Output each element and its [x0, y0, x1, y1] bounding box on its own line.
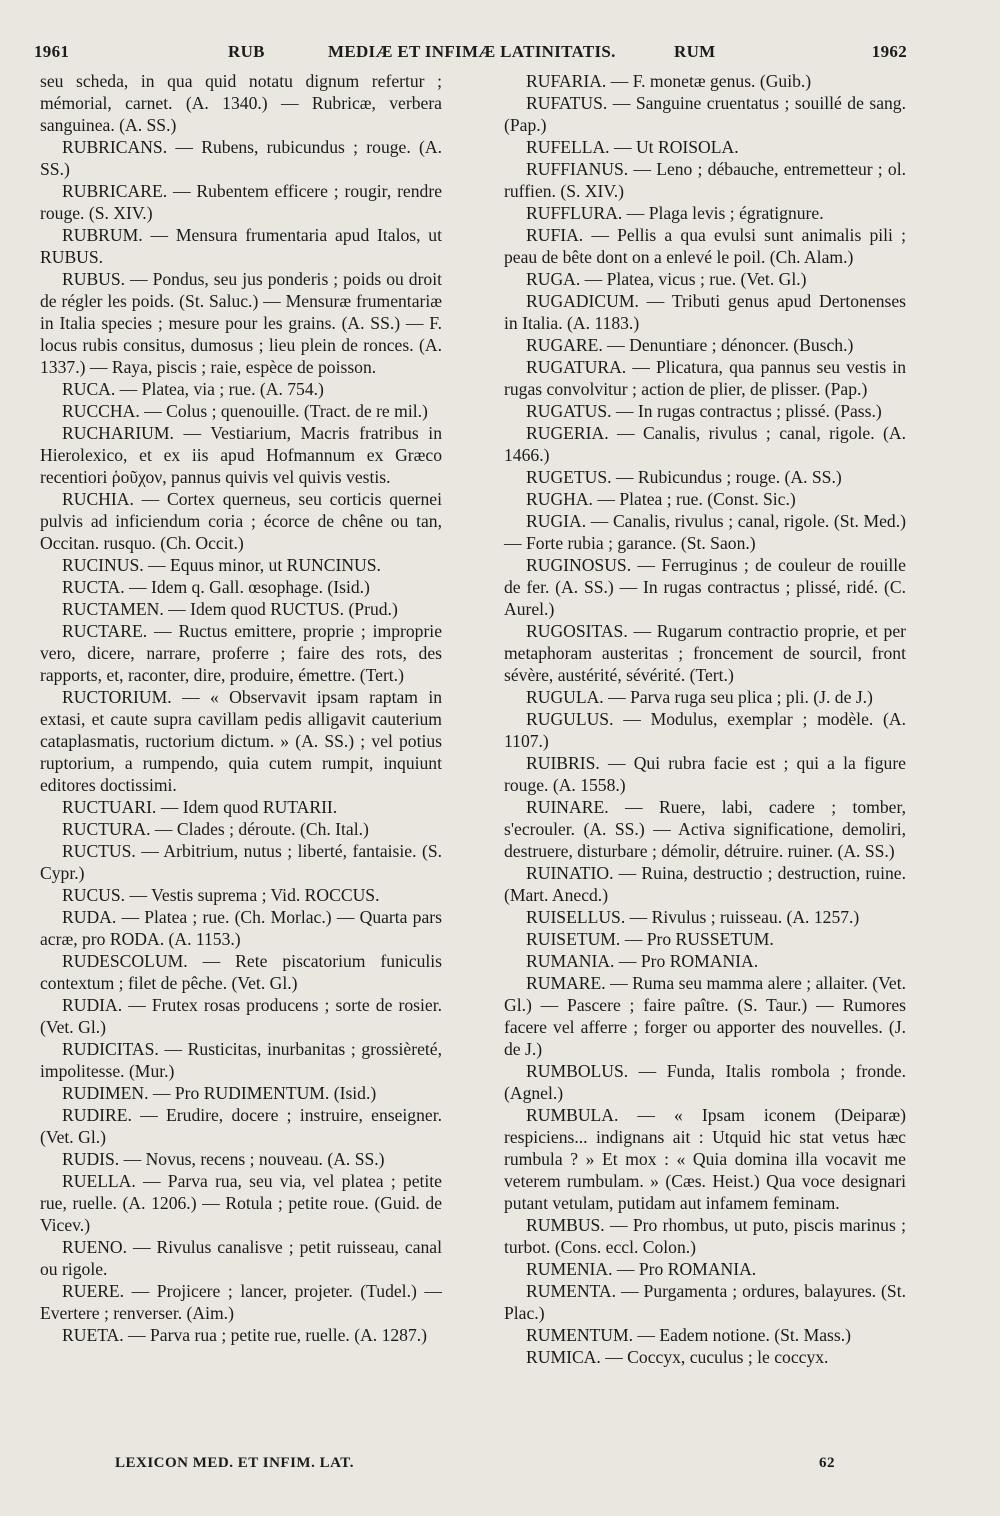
dictionary-entry: RUBRICANS. — Rubens, rubicundus ; rouge. (A. SS.) — [40, 137, 442, 179]
dictionary-entry: RUISELLUS. — Rivulus ; ruisseau. (A. 1257.) — [526, 907, 860, 927]
right-column — [504, 70, 906, 1368]
footer-title: LEXICON MED. ET INFIM. LAT. — [115, 1455, 354, 1471]
dictionary-entry: RUMENTUM. — Eadem notione. (St. Mass.) — [526, 1325, 851, 1345]
dictionary-entry: RUFARIA. — F. monetæ genus. (Guib.) — [526, 71, 812, 91]
left-column — [40, 70, 442, 1346]
dictionary-entry: RUCTURA. — Clades ; déroute. (Ch. Ital.) — [62, 819, 369, 839]
dictionary-entry: RUINARE. — Ruere, labi, cadere ; tomber, s'ecrouler. (A. SS.) — Activa significatione, demoliri, destruere, disturbare ; démolir, détruire. ruiner. (A. SS.) — [504, 797, 906, 861]
dictionary-entry: RUCTA. — Idem q. Gall. œsophage. (Isid.) — [62, 577, 370, 597]
dictionary-entry: RUCHIA. — Cortex querneus, seu corticis quernei pulvis ad inficiendum coria ; écorce de chêne ou tan, Occitan. rusquo. (Ch. Occit.) — [40, 489, 442, 553]
dictionary-entry: RUMBULA. — « Ipsam iconem (Deiparæ) respiciens... indignans ait : Utquid hic stat vetus hæc rumbula ? » Et mox : « Quia domina illa vocavit me veterem rumbulam. » (Cæs. Heist.) Qua voce designari putant vetulam, putidam aut infamem feminam. — [504, 1105, 906, 1213]
page-title: MEDIÆ ET INFIMÆ LATINITATIS. — [328, 42, 616, 61]
dictionary-entry: RUDIS. — Novus, recens ; nouveau. (A. SS.) — [62, 1149, 385, 1169]
dictionary-entry: RUBRUM. — Mensura frumentaria apud Italos, ut RUBUS. — [40, 225, 442, 267]
dictionary-entry: RUERE. — Projicere ; lancer, projeter. (Tudel.) — Evertere ; renverser. (Aim.) — [40, 1281, 442, 1323]
dictionary-entry: RUELLA. — Parva rua, seu via, vel platea ; petite rue, ruelle. (A. 1206.) — Rotula ; petite roue. (Guid. de Vicev.) — [40, 1171, 442, 1235]
dictionary-entry: RUISETUM. — Pro RUSSETUM. — [526, 929, 774, 949]
dictionary-entry: RUFFLURA. — Plaga levis ; égratignure. — [526, 203, 824, 223]
dictionary-entry: RUGETUS. — Rubicundus ; rouge. (A. SS.) — [526, 467, 842, 487]
dictionary-entry: RUFFIANUS. — Leno ; débauche, entremetteur ; ol. ruffien. (S. XIV.) — [504, 159, 906, 201]
signature-mark: 62 — [819, 1455, 835, 1471]
dictionary-entry: RUDICITAS. — Rusticitas, inurbanitas ; grossièreté, impolitesse. (Mur.) — [40, 1039, 442, 1081]
dictionary-entry: RUFELLA. — Ut ROISOLA. — [526, 137, 739, 157]
dictionary-entry: RUCTORIUM. — « Observavit ipsam raptam in extasi, et caute supra cavillam pedis alligavit cauterium cataplasmatis, ructorium dictum. » (A. SS.) ; vel potius ruptorium, a rumpendo, quia cutem rumpit, inquiunt editores doctissimi. — [40, 687, 442, 795]
dictionary-entry: RUETA. — Parva rua ; petite rue, ruelle. (A. 1287.) — [62, 1325, 428, 1345]
dictionary-entry: RUCHARIUM. — Vestiarium, Macris fratribus in Hierolexico, et ex iis apud Hofmannum ex Græco recentiori ῥοῦχον, pannus quivis vel quivis vestis. — [40, 423, 442, 487]
dictionary-entry: RUCCHA. — Colus ; quenouille. (Tract. de re mil.) — [62, 401, 428, 421]
dictionary-entry: seu scheda, in qua quid notatu dignum refertur ; mémorial, carnet. (A. 1340.) — Rubricæ, verbera sanguinea. (A. SS.) — [40, 71, 442, 135]
dictionary-entry: RUMICA. — Coccyx, cuculus ; le coccyx. — [526, 1347, 829, 1367]
dictionary-entry: RUMBOLUS. — Funda, Italis rombola ; fronde. (Agnel.) — [504, 1061, 906, 1103]
dictionary-entry: RUDIA. — Frutex rosas producens ; sorte de rosier. (Vet. Gl.) — [40, 995, 442, 1037]
dictionary-entry: RUGATUS. — In rugas contractus ; plissé. (Pass.) — [526, 401, 882, 421]
page-footer — [115, 1455, 835, 1479]
dictionary-entry: RUGULA. — Parva ruga seu plica ; pli. (J. de J.) — [526, 687, 873, 707]
dictionary-entry: RUGATURA. — Plicatura, qua pannus seu vestis in rugas convolvitur ; action de plier, de plisser. (Pap.) — [504, 357, 906, 399]
guide-word-left: RUB — [228, 42, 265, 61]
dictionary-entry: RUCTUARI. — Idem quod RUTARII. — [62, 797, 338, 817]
dictionary-entry: RUINATIO. — Ruina, destructio ; destruction, ruine. (Mart. Anecd.) — [504, 863, 906, 905]
page-number-right: 1962 — [871, 42, 907, 61]
dictionary-entry: RUMARE. — Ruma seu mamma alere ; allaiter. (Vet. Gl.) — Pascere ; faire paître. (S. Taur.) — Rumores facere vel afferre ; forger ou apporter des nouvelles. (J. de J.) — [504, 973, 906, 1059]
dictionary-entry: RUCTUS. — Arbitrium, nutus ; liberté, fantaisie. (S. Cypr.) — [40, 841, 442, 883]
dictionary-entry: RUGOSITAS. — Rugarum contractio proprie, et per metaphoram austeritas ; froncement de sourcil, front sévère, austérité, sévérité. (Tert.) — [504, 621, 906, 685]
dictionary-entry: RUMENIA. — Pro ROMANIA. — [526, 1259, 757, 1279]
dictionary-entry: RUDA. — Platea ; rue. (Ch. Morlac.) — Quarta pars acræ, pro RODA. (A. 1153.) — [40, 907, 442, 949]
dictionary-entry: RUFIA. — Pellis a qua evulsi sunt animalis pili ; peau de bête dont on a enlevé le poil. (Ch. Alam.) — [504, 225, 906, 267]
dictionary-entry: RUENO. — Rivulus canalisve ; petit ruisseau, canal ou rigole. — [40, 1237, 442, 1279]
dictionary-entry: RUGULUS. — Modulus, exemplar ; modèle. (A. 1107.) — [504, 709, 906, 751]
dictionary-entry: RUGADICUM. — Tributi genus apud Dertonenses in Italia. (A. 1183.) — [504, 291, 906, 333]
dictionary-entry: RUIBRIS. — Qui rubra facie est ; qui a la figure rouge. (A. 1558.) — [504, 753, 906, 795]
dictionary-entry: RUDESCOLUM. — Rete piscatorium funiculis contextum ; filet de pêche. (Vet. Gl.) — [40, 951, 442, 993]
dictionary-entry: RUGARE. — Denuntiare ; dénoncer. (Busch.) — [526, 335, 854, 355]
dictionary-entry: RUDIMEN. — Pro RUDIMENTUM. (Isid.) — [62, 1083, 377, 1103]
dictionary-entry: RUMENTA. — Purgamenta ; ordures, balayures. (St. Plac.) — [504, 1281, 906, 1323]
dictionary-entry: RUCTAMEN. — Idem quod RUCTUS. (Prud.) — [62, 599, 398, 619]
dictionary-entry: RUBRICARE. — Rubentem efficere ; rougir, rendre rouge. (S. XIV.) — [40, 181, 442, 223]
page-number-left: 1961 — [34, 42, 70, 61]
dictionary-entry: RUCUS. — Vestis suprema ; Vid. ROCCUS. — [62, 885, 380, 905]
dictionary-entry: RUDIRE. — Erudire, docere ; instruire, enseigner. (Vet. Gl.) — [40, 1105, 442, 1147]
guide-word-right: RUM — [674, 42, 716, 61]
dictionary-entry: RUBUS. — Pondus, seu jus ponderis ; poids ou droit de régler les poids. (St. Saluc.) — Mensuræ frumentariæ in Italia species ; mesure pour les grains. (A. SS.) — F. locus rubis consitus, dumosus ; lieu plein de ronces. (A. 1337.) — Raya, piscis ; raie, espèce de poisson. — [40, 269, 442, 377]
dictionary-entry: RUGINOSUS. — Ferruginus ; de couleur de rouille de fer. (A. SS.) — In rugas contractus ; plissé, ridé. (C. Aurel.) — [504, 555, 906, 619]
dictionary-entry: RUMBUS. — Pro rhombus, ut puto, piscis marinus ; turbot. (Cons. eccl. Colon.) — [504, 1215, 906, 1257]
dictionary-entry: RUCINUS. — Equus minor, ut RUNCINUS. — [62, 555, 381, 575]
dictionary-entry: RUCA. — Platea, via ; rue. (A. 754.) — [62, 379, 324, 399]
running-header — [34, 42, 907, 70]
dictionary-entry: RUGERIA. — Canalis, rivulus ; canal, rigole. (A. 1466.) — [504, 423, 906, 465]
dictionary-entry: RUGHA. — Platea ; rue. (Const. Sic.) — [526, 489, 796, 509]
dictionary-entry: RUGIA. — Canalis, rivulus ; canal, rigole. (St. Med.) — Forte rubia ; garance. (St. Saon.) — [504, 511, 906, 553]
dictionary-entry: RUFATUS. — Sanguine cruentatus ; souillé de sang. (Pap.) — [504, 93, 906, 135]
dictionary-entry: RUMANIA. — Pro ROMANIA. — [526, 951, 759, 971]
dictionary-entry: RUGA. — Platea, vicus ; rue. (Vet. Gl.) — [526, 269, 807, 289]
dictionary-entry: RUCTARE. — Ructus emittere, proprie ; improprie vero, dicere, narrare, proferre ; faire des rots, des rapports, et, raconter, dire, produire, émettre. (Tert.) — [40, 621, 442, 685]
